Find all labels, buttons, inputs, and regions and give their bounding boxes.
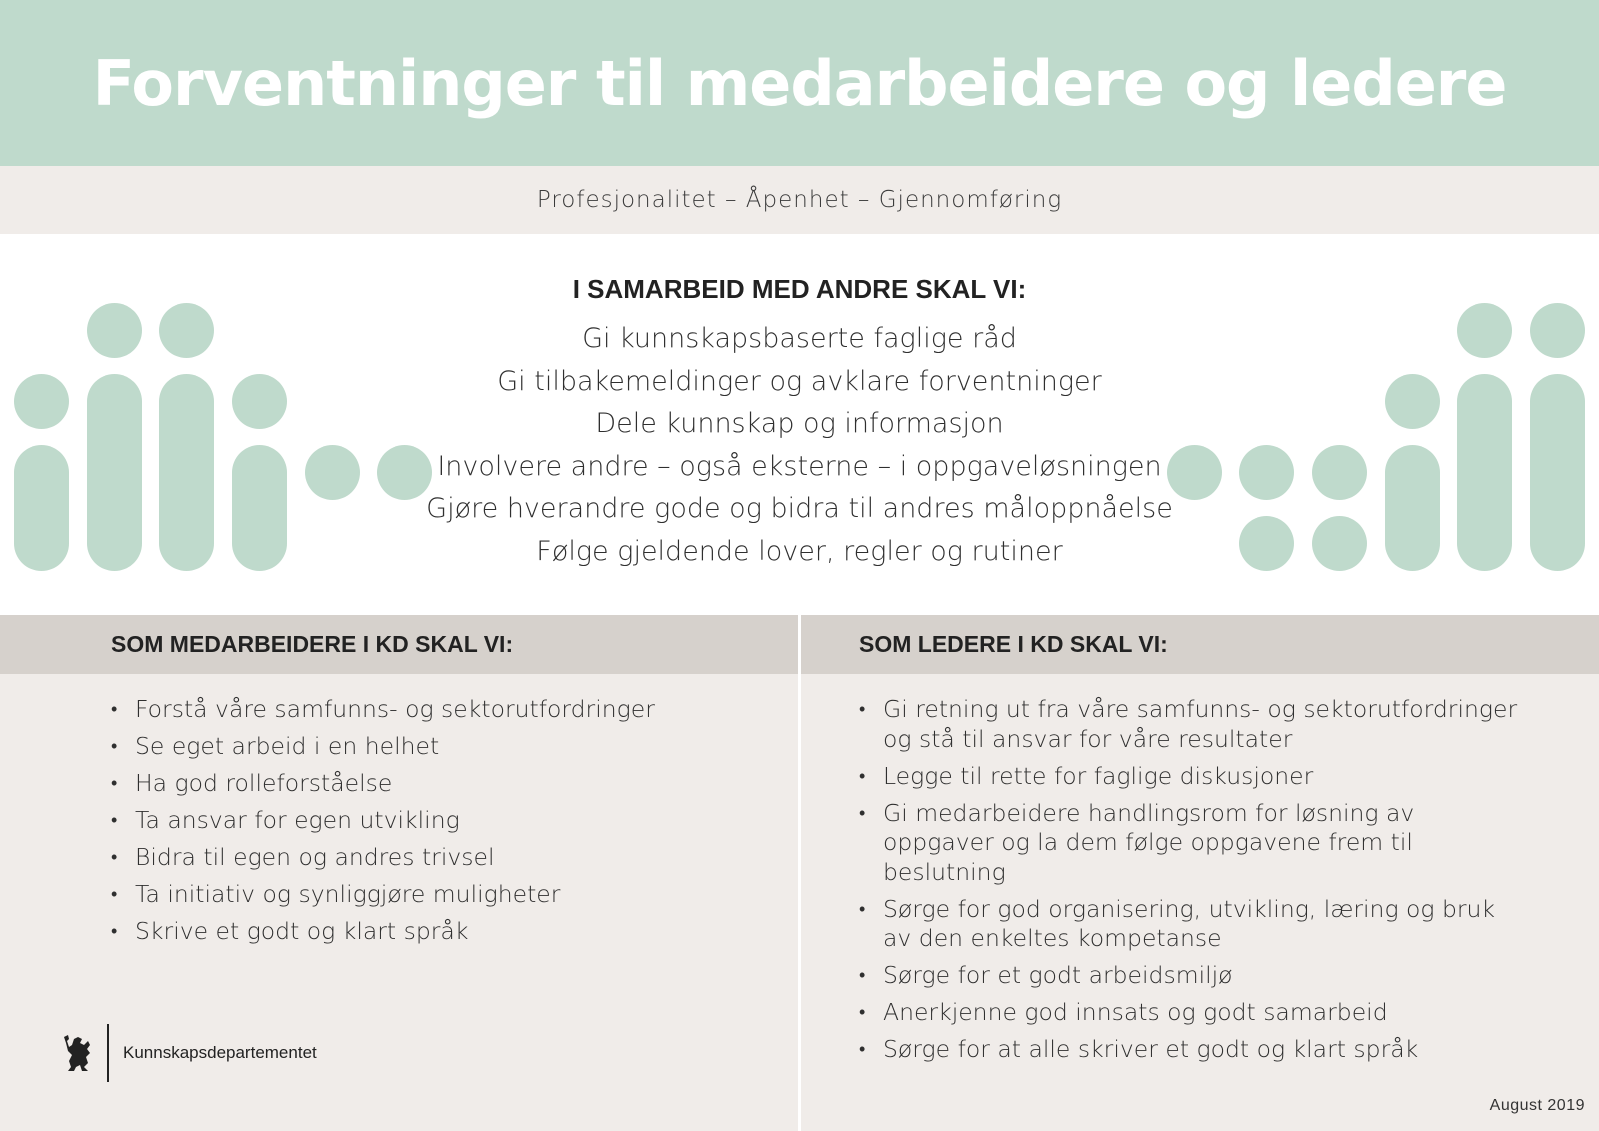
list-item-text: Forstå våre samfunns- og sektorutfordringer xyxy=(135,695,655,723)
list-item xyxy=(111,732,655,762)
list-item xyxy=(111,880,655,910)
list-item: Følge gjeldende lover, regler og rutiner xyxy=(536,535,1063,567)
list-item: Gi tilbakemeldinger og avklare forventninger xyxy=(497,365,1102,397)
bullet-icon: • xyxy=(859,965,866,986)
list-item xyxy=(859,895,1519,954)
people-graphic-right-icon xyxy=(1150,234,1599,616)
bullet-icon: • xyxy=(111,810,118,831)
bullet-icon: • xyxy=(111,773,118,794)
list-item: Gi kunnskapsbaserte faglige råd xyxy=(582,323,1017,354)
collaboration-section xyxy=(0,234,1599,616)
bullet-icon: • xyxy=(111,736,118,757)
list-item xyxy=(859,1035,1519,1065)
bullet-icon: • xyxy=(859,802,866,824)
list-item: Involvere andre – også eksterne – i oppgaveløsningen xyxy=(437,450,1162,482)
list-item xyxy=(111,843,655,873)
core-values-text: Profesjonalitet – Åpenhet – Gjennomføring xyxy=(536,187,1063,213)
employees-heading xyxy=(0,615,798,674)
list-item-text: Sørge for at alle skriver et godt og klart språk xyxy=(883,1035,1419,1063)
list-item-text: Legge til rette for faglige diskusjoner xyxy=(883,761,1314,790)
publication-date: August 2019 xyxy=(1489,1097,1585,1114)
bullet-icon: • xyxy=(859,898,866,920)
leaders-heading-text: SOM LEDERE I KD SKAL VI: xyxy=(859,631,1168,657)
ministry-logo xyxy=(60,1024,317,1082)
bullet-icon: • xyxy=(859,1039,866,1060)
leaders-column xyxy=(801,615,1599,1131)
bullet-icon: • xyxy=(859,765,866,787)
list-item xyxy=(111,917,655,947)
list-item-text: Ha god rolleforståelse xyxy=(135,769,393,797)
list-item xyxy=(859,762,1519,792)
list-item xyxy=(111,769,655,799)
bullet-icon: • xyxy=(111,699,118,720)
collaboration-heading: I SAMARBEID MED ANDRE SKAL VI: xyxy=(572,274,1027,304)
list-item: Dele kunnskap og informasjon xyxy=(595,408,1004,440)
list-item-text: Ta ansvar for egen utvikling xyxy=(135,806,460,834)
list-item-text: Ta initiativ og synliggjøre muligheter xyxy=(135,880,561,908)
list-item xyxy=(111,695,655,725)
list-item xyxy=(111,806,655,836)
lion-coat-of-arms-icon xyxy=(60,1033,94,1073)
list-item xyxy=(859,998,1519,1028)
employees-heading-text: SOM MEDARBEIDERE I KD SKAL VI: xyxy=(111,631,514,657)
list-item xyxy=(859,961,1519,991)
bullet-icon: • xyxy=(111,884,118,905)
list-item-text: Se eget arbeid i en helhet xyxy=(135,732,440,760)
list-item-text: Sørge for god organisering, utvikling, læring og bruk av den enkeltes kompetanse xyxy=(883,894,1496,952)
core-values-band xyxy=(0,166,1599,234)
bullet-icon: • xyxy=(111,847,118,868)
list-item-text: Skrive et godt og klart språk xyxy=(135,917,469,945)
list-item xyxy=(859,799,1519,888)
employees-list xyxy=(111,695,655,954)
page-title: Forventninger til medarbeidere og ledere xyxy=(92,46,1507,120)
leaders-list xyxy=(859,695,1519,1072)
logo-divider xyxy=(107,1024,109,1082)
bullet-icon: • xyxy=(111,921,118,942)
page-header xyxy=(0,0,1599,166)
bullet-icon: • xyxy=(859,1002,866,1023)
list-item-text: Gi medarbeidere handlingsrom for løsning av oppgaver og la dem følge oppgavene frem til beslutning xyxy=(883,798,1415,886)
bullet-icon: • xyxy=(859,699,866,720)
organization-name: Kunnskapsdepartementet xyxy=(123,1043,317,1062)
list-item-text: Sørge for et godt arbeidsmiljø xyxy=(883,961,1233,989)
leaders-heading xyxy=(801,615,1599,674)
list-item xyxy=(859,695,1519,754)
list-item-text: Gi retning ut fra våre samfunns- og sektorutfordringer og stå til ansvar for våre resultater xyxy=(883,695,1518,753)
list-item-text: Bidra til egen og andres trivsel xyxy=(135,843,495,871)
list-item: Gjøre hverandre gode og bidra til andres måloppnåelse xyxy=(426,493,1173,525)
list-item-text: Anerkjenne god innsats og godt samarbeid xyxy=(883,998,1388,1026)
